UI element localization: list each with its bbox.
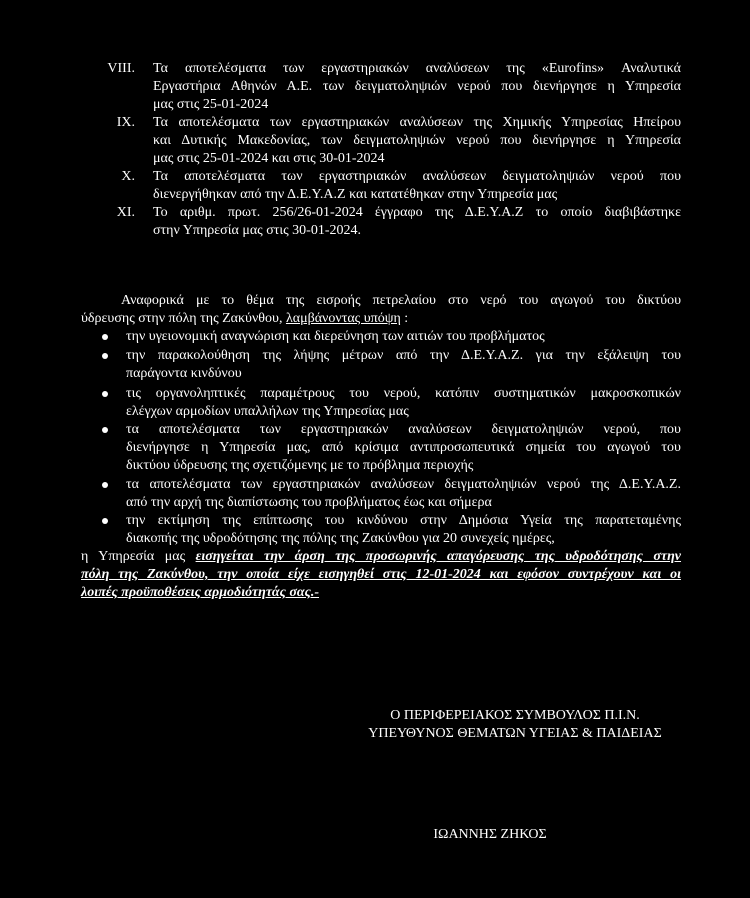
reference-number: XI. [116,205,135,220]
list-item-text [126,385,681,421]
signature-title-block [355,707,675,743]
list-item-text [126,328,681,346]
text-line: τα αποτελέσματα των εργαστηριακών αναλύσεων δειγματοληψιών νερού, που [126,422,681,437]
text-line: από την αρχή της διαπίστωσης του προβλήματος έως και σήμερα [126,495,492,510]
bullet-icon [102,482,108,488]
text-line: την παρακολούθηση της λήψης μέτρων από την Δ.Ε.Υ.Α.Ζ. για την εξάλειψη του [126,348,681,363]
text-line: διακοπής της υδροδότησης της πόλης της Ζακύνθου για 20 συνεχείς ημέρες, [126,531,555,546]
text-line [81,548,681,566]
signer-responsibility: ΥΠΕΥΘΥΝΟΣ ΘΕΜΑΤΩΝ ΥΓΕΙΑΣ & ΠΑΙΔΕΙΑΣ [368,726,662,741]
text-line: Τα αποτελέσματα των εργαστηριακών αναλύσεων δειγματοληψιών νερού που [153,169,681,184]
list-item-text [126,347,681,383]
text-span: ύδρευσης στην πόλη της Ζακύνθου, [81,311,286,326]
text-line: Αναφορικά με το θέμα της εισροής πετρελαίου στο νερό του αγωγού του δικτύου [121,293,681,308]
list-item-text [126,512,681,548]
text-line: Εργαστήρια Αθηνών Α.Ε. των δειγματοληψιών νερού που διενήργησε η Υπηρεσία [153,79,681,94]
reference-text [153,204,681,240]
list-item-text [126,421,681,475]
reference-text [153,60,681,114]
underlined-phrase: λαμβάνοντας υπόψη [285,311,401,326]
text-line: τις οργανοληπτικές παραμέτρους του νερού, κατόπιν συστηματικών μακροσκοπικών [126,386,681,401]
text-line: την εκτίμηση της επίπτωσης του κινδύνου στην Δημόσια Υγεία της παρατεταμένης [126,513,681,528]
text-line: Το αριθμ. πρωτ. 256/26-01-2024 έγγραφο της Δ.Ε.Υ.Α.Ζ το οποίο διαβιβάστηκε [153,205,681,220]
text-line: διενήργησε η Υπηρεσία μας, από κρίσιμα αντιπροσωπευτικά σημεία του αγωγού του [126,440,681,455]
reference-number: X. [121,169,135,184]
text-line: και Δυτικής Μακεδονίας, των δειγματοληψιών νερού που διενήργησε η Υπηρεσία [153,133,681,148]
text-line [81,310,681,328]
text-line: διενεργήθηκαν από την Δ.Ε.Υ.Α.Ζ και κατατέθηκαν στην Υπηρεσία μας [153,187,558,202]
reference-text [153,168,681,204]
conclusion-paragraph [81,548,681,602]
text-line: Τα αποτελέσματα των εργαστηριακών αναλύσεων της Χημικής Υπηρεσίας Ηπείρου [153,115,681,130]
bullet-icon [102,353,108,359]
text-line: ελέγχων αρμοδίων υπαλλήλων της Υπηρεσίας μας [126,404,409,419]
intro-paragraph [81,292,681,328]
text-line: μας στις 25-01-2024 και στις 30-01-2024 [153,151,385,166]
reference-text [153,114,681,168]
bullet-icon [102,427,108,433]
text-line: την υγειονομική αναγνώριση και διερεύνηση των αιτιών του προβλήματος [126,329,545,344]
text-line: παράγοντα κινδύνου [126,366,242,381]
bullet-icon [102,391,108,397]
text-line: μας στις 25-01-2024 [153,97,269,112]
signer-name: ΙΩΑΝΝΗΣ ΖΗΚΟΣ [433,827,547,842]
bullet-icon [102,334,108,340]
recommendation-text: εισηγείται την άρση της προσωρινής απαγόρευσης της υδροδότησης στην [195,549,682,564]
signer-position: Ο ΠΕΡΙΦΕΡΕΙΑΚΟΣ ΣΥΜΒΟΥΛΟΣ Π.Ι.Ν. [390,708,640,723]
bullet-icon [102,518,108,524]
reference-number: IX. [116,115,135,130]
list-item-text [126,476,681,512]
text-line: δικτύου ύδρευσης της σχετιζόμενης με το πρόβλημα περιοχής [126,458,474,473]
text-line: Τα αποτελέσματα των εργαστηριακών αναλύσεων της «Eurofins» Αναλυτικά [153,61,681,76]
recommendation-text: λοιπές προϋποθέσεις αρμοδιότητάς σας.- [81,585,320,600]
text-span: : [400,311,409,326]
reference-number: VIII. [107,61,135,76]
recommendation-text: πόλη της Ζακύνθου, την οποία είχε εισηγηθεί στις 12-01-2024 και εφόσον συντρέχουν και οι [81,567,681,582]
text-span: η Υπηρεσία μας [81,549,196,564]
text-line: στην Υπηρεσία μας στις 30-01-2024. [153,223,362,238]
text-line: τα αποτελέσματα των εργαστηριακών αναλύσεων δειγματοληψιών νερού της Δ.Ε.Υ.Α.Ζ. [126,477,681,492]
